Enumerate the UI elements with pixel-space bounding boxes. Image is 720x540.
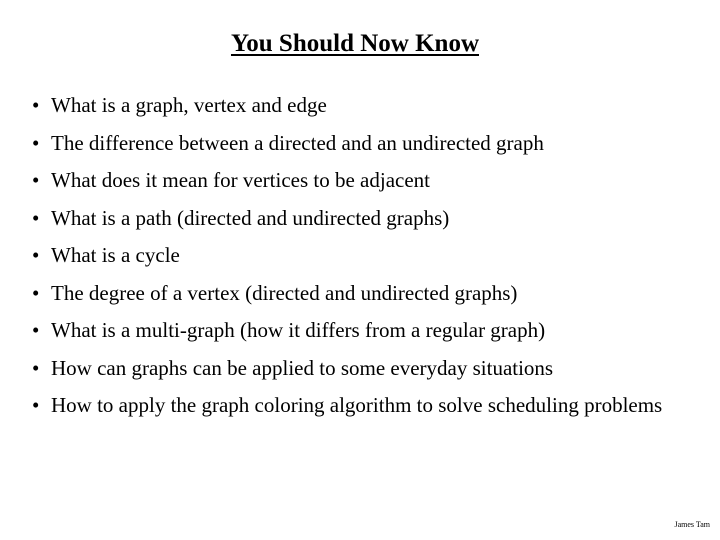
- bullet-item: [32, 92, 692, 118]
- bullet-text: The degree of a vertex (directed and undirected graphs): [51, 280, 518, 305]
- bullet-text: What is a path (directed and undirected graphs): [51, 205, 450, 230]
- bullet-item: [32, 205, 692, 231]
- bullet-item: [32, 392, 692, 418]
- author-footer: James Tam: [674, 520, 710, 529]
- bullet-marker: •: [32, 93, 40, 117]
- bullet-marker: •: [32, 130, 40, 155]
- bullet-marker: •: [32, 280, 40, 305]
- bullet-text: The difference between a directed and an undirected graph: [51, 130, 544, 155]
- bullet-item: [32, 242, 692, 268]
- bullet-item: [32, 167, 692, 193]
- bullet-marker: •: [32, 168, 40, 192]
- bullet-marker: •: [32, 355, 40, 380]
- bullet-marker: •: [32, 393, 40, 417]
- bullet-item: [32, 130, 692, 156]
- bullet-text: What is a graph, vertex and edge: [51, 93, 327, 117]
- bullet-text: What is a cycle: [51, 243, 180, 267]
- bullet-text: What does it mean for vertices to be adjacent: [51, 168, 431, 192]
- bullet-text: How can graphs can be applied to some everyday situations: [51, 355, 554, 380]
- bullet-item: [32, 317, 692, 343]
- bullet-marker: •: [32, 205, 40, 230]
- bullet-text: How to apply the graph coloring algorithm to solve scheduling problems: [51, 393, 663, 417]
- bullet-marker: •: [32, 318, 40, 342]
- bullet-marker: •: [32, 243, 40, 267]
- bullet-text: What is a multi-graph (how it differs from a regular graph): [51, 318, 546, 342]
- slide-title: You Should Now Know: [230, 30, 479, 57]
- bullet-item: [32, 355, 692, 381]
- bullet-item: [32, 280, 692, 306]
- bullet-list: [32, 92, 692, 430]
